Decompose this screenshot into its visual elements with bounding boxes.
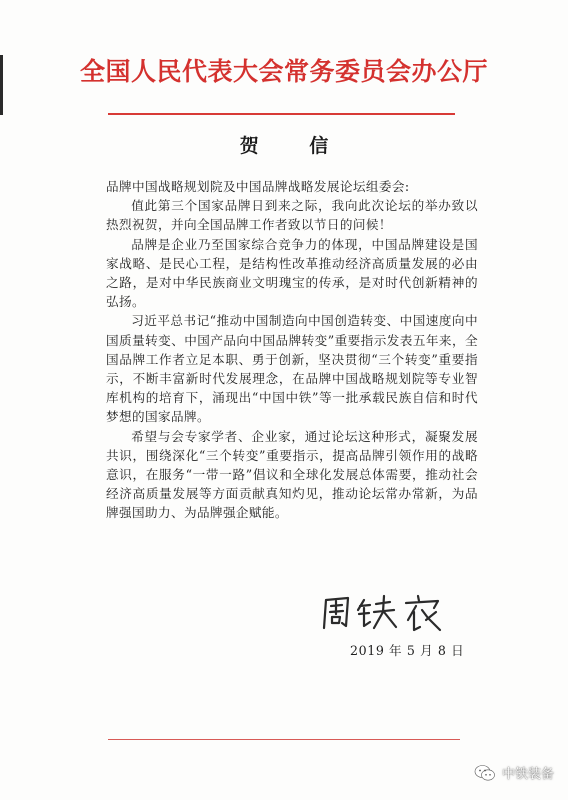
watermark-label: 中铁装备 (501, 767, 554, 782)
letter-date: 2019 年 5 月 8 日 (350, 643, 465, 658)
document-title: 贺 信 (239, 135, 351, 157)
letter-body (106, 177, 478, 523)
handwritten-signature (318, 590, 458, 634)
letterhead-rule (108, 113, 455, 115)
account-watermark (474, 763, 554, 782)
wechat-icon (474, 764, 496, 782)
footer-rule (108, 739, 460, 740)
letterhead-title: 全国人民代表大会常务委员会办公厅 (79, 57, 488, 86)
paragraph-2: 品牌是企业乃至国家综合竞争力的体现，中国品牌建设是国家战略、是民心工程，是结构性改革推动经济高质量发展的必由之路，是对中华民族商业文明瑰宝的传承，是对时代创新精神的弘扬。 (106, 236, 478, 310)
paragraph-3: 习近平总书记“推动中国制造向中国创造转变、中国速度向中国质量转变、中国产品向中国品牌转变”重要指示发表五年来，全国品牌工作者立足本职、勇于创新，坚决贯彻“三个转变”重要指示，不断丰富新时代发展理念，在品牌中国战略规划院等专业智库机构的培育下，涌现出“中国中铁”等一批承载民族自信和时代梦想的国家品牌。 (106, 313, 478, 425)
paragraph-1: 值此第三个国家品牌日到来之际，我向此次论坛的举办致以热烈祝贺，并向全国品牌工作者致以节日的问候！ (106, 198, 478, 233)
salutation: 品牌中国战略规划院及中国品牌战略发展论坛组委会: (106, 179, 410, 194)
paragraph-4: 希望与会专家学者、企业家，通过论坛这种形式，凝聚发展共识，围绕深化“三个转变”重要指示，提高品牌引领作用的战略意识，在服务“一带一路”倡议和全球化发展总体需要，推动社会经济高质量发展等方面贡献真知灼见，推动论坛常办常新，为品牌强国助力、为品牌强企赋能。 (106, 428, 478, 521)
